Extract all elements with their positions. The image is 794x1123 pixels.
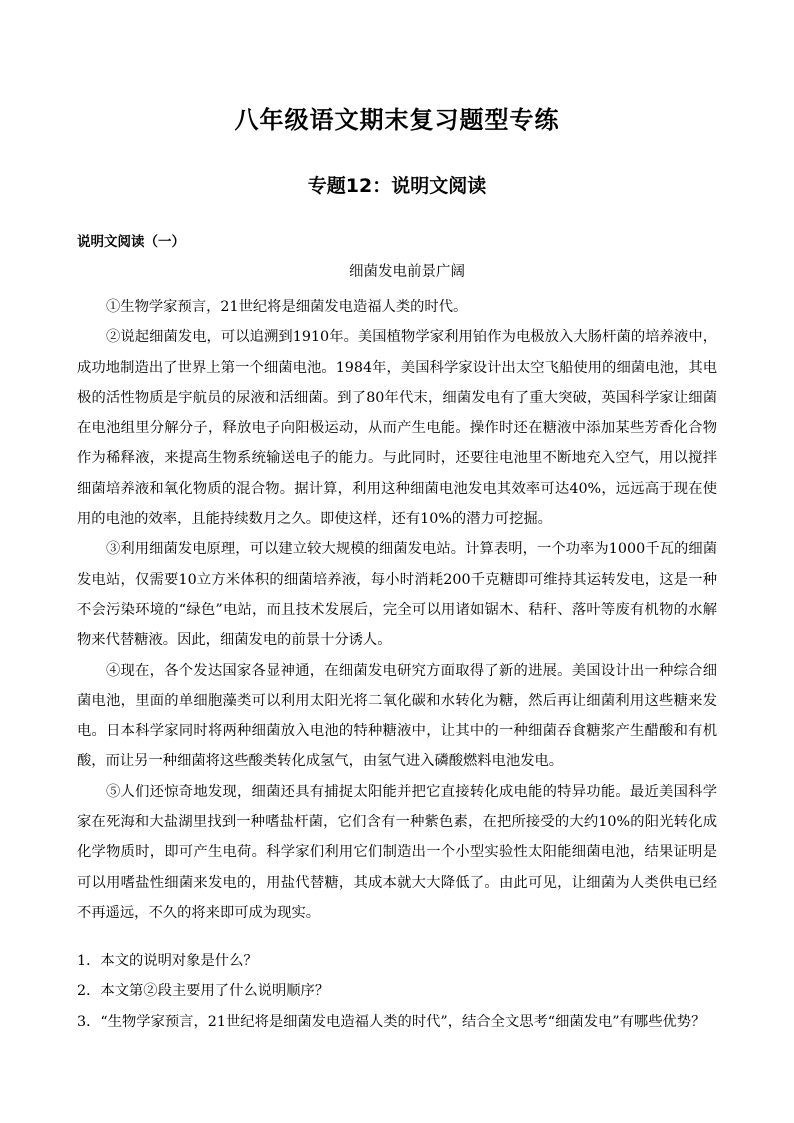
paragraph-4: ④现在，各个发达国家各显神通，在细菌发电研究方面取得了新的进展。美国设计出一种综合细菌电池，里面的单细胞藻类可以利用太阳光将二氧化碳和水转化为糖，然后再让细菌利用这些糖来发电。日本科学家同时将两种细菌放入电池的特种糖液中，让其中的一种细菌吞食糖浆产生醋酸和有机酸，而让另一种细菌将这些酸类转化成氢气，由氢气进入磷酸燃料电池发电。 xyxy=(77,662,717,770)
question-3: 3．“生物学家预言，21世纪将是细菌发电造福人类的时代”，结合全文思考“细菌发电”有哪些优势？ xyxy=(77,1013,706,1030)
section-label: 说明文阅读（一） xyxy=(77,234,185,250)
paragraph-2: ②说起细菌发电，可以追溯到1910年。美国植物学家利用铂作为电极放入大肠杆菌的培养液中，成功地制造出了世界上第一个细菌电池。1984年，美国科学家设计出太空飞船使用的细菌电池，其电极的活性物质是宇航员的尿液和活细菌。到了80年代末，细菌发电有了重大突破，英国科学家让细菌在电池组里分解分子，释放电子向阳极运动，从而产生电能。操作时还在糖液中添加某些芳香化合物作为稀释液，来提高生物系统输送电子的能力。与此同时，还要往电池里不断地充入空气，用以搅拌细菌培养液和氧化物质的混合物。据计算，利用这种细菌电池发电其效率可达40%，远远高于现在使用的电池的效率，且能持续数月之久。即使这样，还有10%的潜力可挖掘。 xyxy=(77,329,717,528)
question-list xyxy=(77,946,727,1037)
paragraph-5: ⑤人们还惊奇地发现，细菌还具有捕捉太阳能并把它直接转化成电能的特异功能。最近美国科学家在死海和大盐湖里找到一种嗜盐杆菌，它们含有一种紫色素，在把所接受的大约10%的阳光转化成化学物质时，即可产生电荷。科学家们利用它们制造出一个小型实验性太阳能细菌电池，结果证明是可以用嗜盐性细菌来发电的，用盐代替糖，其成本就大大降低了。由此可见，让细菌为人类供电已经不再遥远，不久的将来即可成为现实。 xyxy=(77,783,717,921)
topic-subtitle: 专题12：说明文阅读 xyxy=(307,175,487,197)
paragraph-1: ①生物学家预言，21世纪将是细菌发电造福人类的时代。 xyxy=(106,299,468,315)
paragraph-3: ③利用细菌发电原理，可以建立较大规模的细菌发电站。计算表明，一个功率为1000千瓦的细菌发电站，仅需要10立方米体积的细菌培养液，每小时消耗200千克糖即可维持其运转发电，这是一种不会污染环境的“绿色”电站，而且技术发展后，完全可以用诸如锯木、秸秆、落叶等废有机物的水解物来代替糖液。因此，细菌发电的前景十分诱人。 xyxy=(77,541,717,649)
question-2: 2．本文第②段主要用了什么说明顺序？ xyxy=(77,983,330,1000)
article-title: 细菌发电前景广阔 xyxy=(349,264,465,280)
document-title: 八年级语文期末复习题型专练 xyxy=(234,106,560,134)
article-body xyxy=(77,292,717,928)
question-1: 1．本文的说明对象是什么？ xyxy=(77,953,258,969)
